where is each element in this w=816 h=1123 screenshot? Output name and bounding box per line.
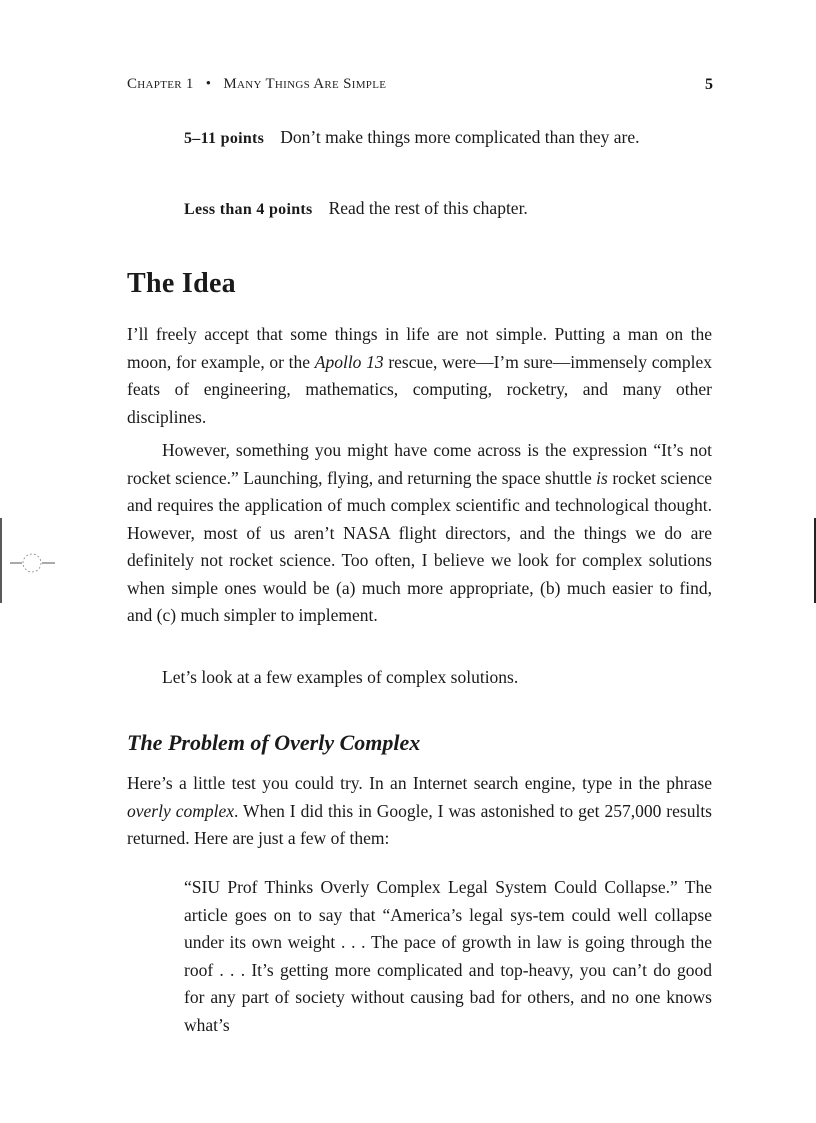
italic-run: overly complex xyxy=(127,800,235,821)
score-text: Don’t make things more complicated than they are. xyxy=(280,127,640,147)
text-run: rescue, were—I’m sure—immensely complex feats of engineering, mathematics, computing, rocketry, and many other disciplines. xyxy=(127,351,712,427)
paragraph-idea-1 xyxy=(127,321,712,431)
paragraph-idea-3: Let’s look at a few examples of complex solutions. xyxy=(162,667,519,687)
score-label: Less than 4 points xyxy=(184,201,313,218)
text-run: Here’s a little test you could try. In an Internet search engine, type in the phrase xyxy=(127,773,712,793)
section-heading: The Idea xyxy=(127,268,236,299)
page-number: 5 xyxy=(705,76,713,93)
italic-run: Apollo 13 xyxy=(314,351,384,372)
block-quote: “SIU Prof Thinks Overly Complex Legal System Could Collapse.” The article goes on to say that “America’s legal sys-tem could well collapse under its own weight . . . The pace of growth in law is going through the roof . . . It’s getting more complicated and top-heavy, you can’t do good for any part of society without causing bad for others, and no one knows what’s xyxy=(184,877,712,1035)
subsection-heading: The Problem of Overly Complex xyxy=(127,730,421,755)
italic-run: is xyxy=(596,467,608,488)
score-item-5-11 xyxy=(184,124,712,153)
text-run: . When I did this in Google, I was astonished to get 257,000 results returned. Here are just a few of them: xyxy=(127,800,712,848)
score-text: Read the rest of this chapter. xyxy=(328,198,528,218)
text-run: However, something you might have come across is the expression “It’s not rocket science.” Launching, flying, and returning the space shuttle xyxy=(127,440,712,488)
score-item-less-than-4 xyxy=(184,195,712,224)
chapter-title: Many Things Are Simple xyxy=(223,76,387,92)
running-header-left xyxy=(127,76,386,93)
text-run: I’ll freely accept that some things in life are not simple. Putting a man on the moon, for example, or the xyxy=(127,324,712,372)
score-label: 5–11 points xyxy=(184,130,265,147)
paragraph-idea-2 xyxy=(127,437,712,630)
registration-mark-icon xyxy=(0,518,60,603)
running-header xyxy=(127,76,713,96)
header-bullet: • xyxy=(205,76,212,92)
chapter-label: Chapter 1 xyxy=(127,76,194,92)
paragraph-overly-complex-1 xyxy=(127,770,712,853)
text-run: rocket science and requires the application of much complex scientific and technological thought. However, most of us aren’t NASA flight directors, and the things we do are definitely not rocket science. Too often, I believe we look for complex solutions when simple ones would be (a) much more appropriate, (b) much easier to find, and (c) much simpler to implement. xyxy=(127,467,712,625)
